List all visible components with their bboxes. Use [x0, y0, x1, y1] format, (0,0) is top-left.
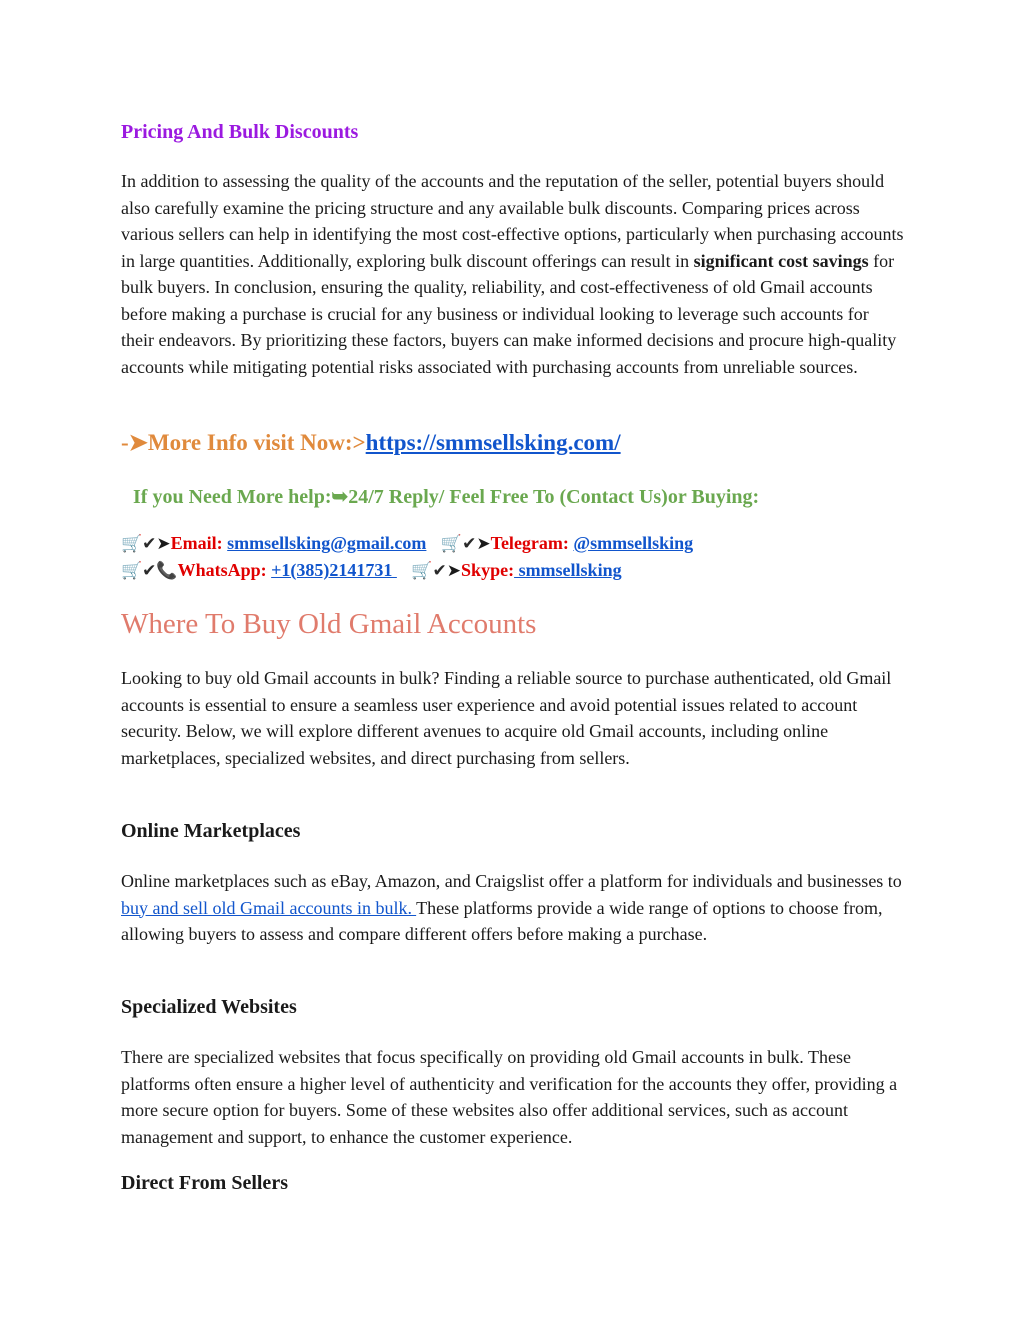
check-icon: ✔ [432, 561, 447, 581]
contact-row-2 [121, 560, 622, 581]
skype-label: Skype: [461, 560, 515, 580]
check-icon: ✔ [462, 534, 477, 554]
marketplaces-text-b: These platforms provide a wide range of options to choose from, allowing buyers to assess and compare different offers before making a purchase. [121, 897, 883, 944]
email-label: Email: [170, 533, 223, 553]
pricing-text-a: In addition to assessing the quality of the accounts and the reputation of the seller, potential buyers should also carefully examine the pricing structure and any available bulk discounts. Comparing prices across various sellers can help in identifying the most cost-effective options, particularly when purchasing accounts in large quantities. Additionally, exploring bulk discount offerings can result in [121, 171, 904, 271]
pricing-text-bold: significant cost savings [693, 250, 869, 271]
arrow-icon: ➤ [446, 561, 462, 581]
check-icon: ✔ [142, 534, 157, 554]
skype-link[interactable]: smmsellsking [514, 560, 622, 580]
more-info-prefix: -➤More Info visit Now:> [121, 430, 366, 455]
subheading-online-marketplaces: Online Marketplaces [121, 820, 301, 842]
website-link[interactable]: https://smmsellsking.com/ [365, 430, 621, 455]
online-marketplaces-paragraph [121, 868, 906, 948]
email-link[interactable]: smmsellsking@gmail.com [227, 533, 427, 553]
whatsapp-link[interactable]: +1(385)2141731 [271, 560, 397, 580]
telegram-link[interactable]: @smmsellsking [573, 533, 694, 553]
cart-icon: 🛒 [121, 534, 143, 554]
marketplaces-text-a: Online marketplaces such as eBay, Amazon, and Craigslist offer a platform for individuals and businesses to [121, 871, 902, 891]
section-heading-pricing: Pricing And Bulk Discounts [121, 121, 359, 143]
pricing-text-b: for bulk buyers. In conclusion, ensuring the quality, reliability, and cost-effectiveness of old Gmail accounts before making a purchase is crucial for any business or individual looking to leverage such accounts for their endeavors. By prioritizing these factors, buyers can make informed decisions and procure high-quality accounts while mitigating potential risks associated with purchasing accounts from unreliable sources. [121, 250, 897, 377]
need-help-line: If you Need More help:➥24/7 Reply/ Feel Free To (Contact Us)or Buying: [133, 486, 760, 508]
whatsapp-label: WhatsApp: [177, 560, 267, 580]
subheading-direct-from-sellers: Direct From Sellers [121, 1172, 288, 1194]
check-icon: ✔ [142, 561, 157, 581]
phone-icon: 📞 [156, 561, 178, 581]
specialized-websites-paragraph: There are specialized websites that focus specifically on providing old Gmail accounts in bulk. These platforms often ensure a higher level of authenticity and verification for the accounts they offer, providing a more secure option for buyers. Some of these websites also offer additional services, such as account management and support, to enhance the customer experience. [121, 1047, 898, 1147]
arrow-icon: ➤ [156, 534, 171, 554]
buy-sell-link[interactable]: buy and sell old Gmail accounts in bulk. [121, 897, 417, 918]
pricing-paragraph [121, 168, 906, 380]
where-to-buy-paragraph: Looking to buy old Gmail accounts in bulk? Finding a reliable source to purchase authenticated, old Gmail accounts is essential to ensure a seamless user experience and avoid potential issues related to account security. Below, we will explore different avenues to acquire old Gmail accounts, including online marketplaces, specialized websites, and direct purchasing from sellers. [121, 668, 892, 768]
arrow-icon: ➤ [476, 534, 491, 554]
subheading-specialized-websites: Specialized Websites [121, 996, 297, 1018]
cart-icon: 🛒 [121, 561, 143, 581]
section-heading-where-to-buy: Where To Buy Old Gmail Accounts [121, 608, 537, 640]
cart-icon: 🛒 [411, 561, 433, 581]
telegram-label: Telegram: [490, 533, 569, 553]
cart-icon: 🛒 [440, 534, 463, 554]
contact-row-1 [121, 533, 693, 554]
more-info-line [121, 430, 621, 456]
